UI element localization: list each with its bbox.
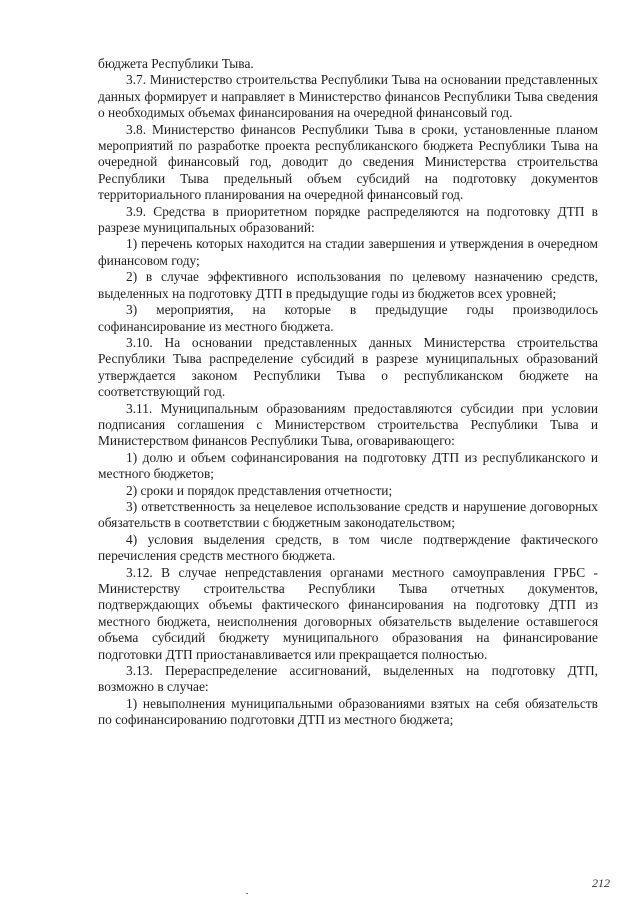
- scan-speck: [246, 893, 248, 894]
- paragraph: 3.12. В случае непредставления органами местного самоуправления ГРБС - Министерству строительства Республики Тыва отчетных документов, подтверждающих объемы фактического финансирования на подготовку ДТП из местного бюджета, неисполнения договорных обязательств выделение оставшегося объема субсидий бюджету муниципального образования на финансирование подготовки ДТП приостанавливается или прекращается полностью.: [98, 564, 598, 662]
- paragraph: 3) мероприятия, на которые в предыдущие годы производилось софинансирование из местного бюджета.: [98, 302, 598, 334]
- document-body: [98, 56, 598, 729]
- paragraph: 4) условия выделения средств, в том числе подтверждение фактического перечисления средств местного бюджета.: [98, 531, 598, 564]
- paragraph: 3.7. Министерство строительства Республики Тыва на основании представленных данных формирует и направляет в Министерство финансов Республики Тыва сведения о необходимых объемах финансирования на очередной финансовый год.: [98, 72, 598, 121]
- paragraph: 3.9. Средства в приоритетном порядке распределяются на подготовку ДТП в разрезе муниципальных образований:: [98, 203, 598, 236]
- paragraph: бюджета Республики Тыва.: [98, 56, 254, 71]
- paragraph: 3.13. Перераспределение ассигнований, выделенных на подготовку ДТП, возможно в случае:: [98, 663, 598, 695]
- page-number: 212: [592, 876, 610, 890]
- paragraph: 3) ответственность за нецелевое использование средств и нарушение договорных обязательств в соответствии с бюджетным законодательством;: [98, 498, 598, 531]
- paragraph: 3.8. Министерство финансов Республики Тыва в сроки, установленные планом мероприятий по разработке проекта республиканского бюджета Республики Тыва на очередной финансовый год, доводит до сведения Министерства строительства Республики Тыва предельный объем субсидий на подготовку документов территориального планирования на очередной финансовый год.: [98, 121, 598, 203]
- paragraph: 1) долю и объем софинансирования на подготовку ДТП из республиканского и местного бюджетов;: [98, 449, 598, 482]
- paragraph: 2) сроки и порядок представления отчетности;: [126, 482, 393, 498]
- paragraph: 1) невыполнения муниципальными образованиями взятых на себя обязательств по софинансированию подготовки ДТП из местного бюджета;: [98, 695, 598, 728]
- paragraph: 3.11. Муниципальным образованиям предоставляются субсидии при условии подписания соглашения с Министерством строительства Республики Тыва и Министерством финансов Республики Тыва, оговаривающего:: [98, 400, 598, 449]
- paragraph: 1) перечень которых находится на стадии завершения и утверждения в очередном финансовом году;: [98, 236, 598, 268]
- paragraph: 3.10. На основании представленных данных Министерства строительства Республики Тыва распределение субсидий в разрезе муниципальных образований утверждается законом Республики Тыва о республиканском бюджете на соответствующий год.: [98, 334, 598, 400]
- paragraph: 2) в случае эффективного использования по целевому назначению средств, выделенных на подготовку ДТП в предыдущие годы из бюджетов всех уровней;: [98, 269, 598, 301]
